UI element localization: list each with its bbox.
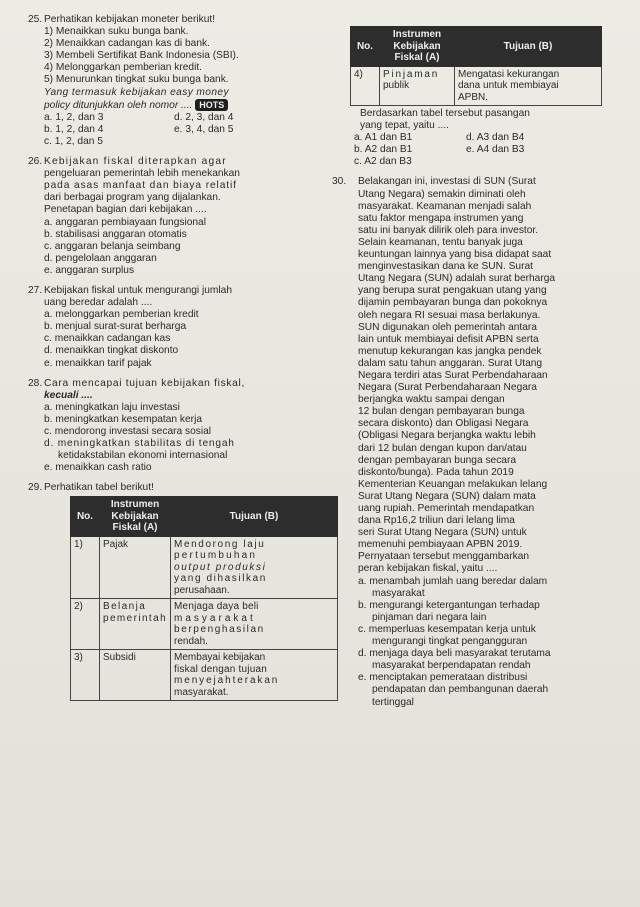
question-27 (28, 285, 326, 370)
question-text: pada asas manfaat dan biaya relatif (44, 180, 237, 192)
question-intro: Perhatikan kebijakan moneter berikut! (44, 14, 216, 25)
question-text: dijamin pembayaran bunga dan pokoknya (358, 297, 548, 309)
option-a[interactable]: a. melonggarkan pemberian kredit (44, 309, 199, 321)
question-text: satu ini banyak dilirik oleh para investor. (358, 224, 539, 236)
option-d[interactable]: d. menaikkan tingkat diskonto (44, 345, 179, 357)
option-d[interactable]: d. A3 dan B4 (466, 132, 525, 144)
question-text: dana Rp16,2 triliun dari lelang lima (358, 515, 515, 527)
row-instrument (380, 66, 455, 106)
option-c[interactable]: c. memperluas kesempatan kerja untuk (358, 623, 536, 635)
question-text: dari berbagai program yang dijalankan. (44, 192, 221, 204)
policy-table-continued (350, 26, 602, 106)
question-text: Utang Negara) semakin diminati oleh (358, 188, 526, 200)
option-e-continued: tertinggal (372, 696, 414, 708)
question-stem: Yang termasuk kebijakan easy money (44, 86, 229, 98)
question-26 (28, 156, 326, 277)
table-row (351, 66, 602, 106)
option-b[interactable]: b. A2 dan B1 (354, 144, 413, 156)
goal-line: masyarakat (174, 612, 256, 624)
goal-line: dana untuk membiayai (458, 80, 559, 91)
option-c-continued: mengurangi tingkat pengangguran (372, 636, 528, 648)
option-list (358, 576, 624, 709)
row-instrument: Belanja pemerintah (100, 599, 171, 650)
question-text: Utang Negara (SUN) adalah surat berharga (358, 273, 556, 285)
question-text: satu faktor mengapa instrumen yang (358, 212, 524, 224)
table-header-instrument: Instrumen Kebijakan Fiskal (A) (380, 27, 455, 67)
list-item: 4) Melonggarkan pemberian kredit. (44, 62, 202, 74)
question-text: Pernyataan tersebut menggambarkan (358, 551, 530, 563)
option-d[interactable]: d. 2, 3, dan 4 (174, 111, 234, 123)
question-30 (332, 176, 624, 708)
option-a[interactable]: a. 1, 2, dan 3 (44, 111, 104, 123)
question-text: dari 12 bulan dengan kupon dan/atau (358, 442, 527, 454)
question-number: 28. (28, 377, 43, 389)
option-d-continued: masyarakat berpendapatan rendah (372, 660, 531, 672)
question-body (358, 189, 624, 576)
row-goal (171, 536, 338, 599)
question-text: menginvestasikan dana ke SUN. Surat (358, 261, 533, 273)
table-row (71, 599, 338, 650)
question-text: Negara (Surat Perbendaharaan Negara (358, 382, 537, 394)
question-text: Selain keamanan, tentu banyak juga (358, 236, 523, 248)
list-item: 3) Membeli Sertifikat Bank Indonesia (SBI). (44, 50, 239, 62)
goal-line: fiskal dengan tujuan (174, 663, 267, 675)
question-text: Penetapan bagian dari kebijakan .... (44, 204, 207, 216)
option-c[interactable]: c. mendorong investasi secara sosial (44, 426, 212, 437)
question-text: 12 bulan dengan pembayaran bunga (358, 406, 525, 418)
goal-line: perusahaan. (174, 584, 230, 596)
row-goal (455, 66, 602, 106)
goal-line: Membayai kebijakan (174, 652, 266, 664)
question-text: Cara mencapai tujuan kebijakan fiskal, (44, 377, 246, 389)
question-text: masyarakat. Keamanan menjadi salah (358, 200, 532, 212)
row-no: 4) (351, 66, 380, 106)
option-e[interactable]: e. A4 dan B3 (466, 144, 525, 156)
option-a-continued: masyarakat (372, 587, 425, 599)
question-text: keuntungan lainnya yang bisa didapat saat (358, 249, 552, 261)
row-no: 1) (71, 536, 100, 599)
goal-line: Mendorong laju (174, 538, 266, 550)
table-row (71, 650, 338, 701)
question-text: kecuali .... (44, 389, 93, 401)
option-e[interactable]: e. menaikkan cash ratio (44, 462, 152, 474)
question-text: seri Surat Utang Negara (SUN) untuk (358, 527, 527, 539)
option-d[interactable]: d. pengelolaan anggaran (44, 252, 157, 264)
goal-line: Mengatasi kekurangan (458, 68, 560, 80)
question-text: pengeluaran pemerintah lebih menekankan (44, 168, 240, 180)
option-c[interactable]: c. anggaran belanja seimbang (44, 240, 181, 252)
question-text: Berdasarkan tabel tersebut pasangan (360, 108, 530, 119)
row-no: 2) (71, 599, 100, 650)
option-b-continued: pinjaman dari negara lain (372, 611, 487, 623)
question-text: lain untuk membiayai defisit APBN serta (358, 333, 539, 345)
table-header-goal: Tujuan (B) (455, 27, 602, 67)
option-d-continued: ketidakstabilan ekonomi internasional (58, 450, 228, 462)
question-29-continued (332, 108, 624, 168)
question-text: oleh negara RI sesuai masa berlakunya. (358, 309, 541, 321)
goal-line: rendah. (174, 635, 208, 647)
instrument-line: publik (383, 80, 410, 91)
question-text: Kebijakan fiskal untuk mengurangi jumlah (44, 284, 233, 296)
goal-line: output produksi (174, 561, 267, 573)
table-header-no: No. (351, 27, 380, 67)
option-d[interactable]: d. meningkatkan stabilitas di tengah (44, 438, 235, 450)
question-stem-text: policy ditunjukkan oleh nomor .... (44, 99, 193, 111)
policy-table (70, 496, 338, 701)
question-number: 26. (28, 156, 43, 168)
question-text: dengan pembayaran bunga secara (358, 454, 517, 466)
question-text: Surat Utang Negara (SUN) dalam mata (358, 490, 536, 502)
question-25 (28, 14, 326, 148)
question-text: menutup kekurangan kas jangka pendek (358, 345, 542, 357)
option-a[interactable]: a. A1 dan B1 (354, 132, 413, 144)
question-text: dalam satu tahun anggaran. Surat Utang (358, 357, 543, 369)
row-no: 3) (71, 650, 100, 701)
row-goal (171, 599, 338, 650)
option-b[interactable]: b. 1, 2, dan 4 (44, 123, 104, 135)
option-e[interactable]: e. menaikkan tarif pajak (44, 357, 152, 369)
question-stem (44, 99, 326, 112)
question-28 (28, 378, 326, 475)
question-text: uang beredar adalah .... (44, 297, 153, 309)
left-column (28, 14, 326, 701)
list-item: 1) Menaikkan suku bunga bank. (44, 26, 189, 38)
goal-line: pertumbuhan (174, 550, 258, 562)
question-text: (Obligasi Negara berjangka waktu lebih (358, 430, 536, 442)
question-29 (28, 482, 326, 701)
option-b[interactable]: b. meningkatkan kesempatan kerja (44, 413, 202, 425)
question-number: 25. (28, 14, 43, 25)
row-instrument: Subsidi (100, 650, 171, 701)
option-e[interactable]: e. anggaran surplus (44, 264, 135, 276)
table-header-no: No. (71, 497, 100, 537)
right-column (332, 26, 624, 717)
question-text: Belakangan ini, investasi di SUN (Surat (358, 176, 536, 188)
question-text: Kementerian Keuangan melakukan lelang (358, 478, 548, 490)
goal-line: yang dihasilkan (174, 573, 267, 585)
question-text: Negara terdiri atas Surat Perbendaharaan (358, 369, 548, 381)
option-e[interactable]: e. menciptakan pemerataan distribusi (358, 672, 528, 684)
question-number: 29. (28, 482, 43, 494)
list-item: 5) Menurunkan tingkat suku bunga bank. (44, 74, 229, 86)
option-b[interactable]: b. menjual surat-surat berharga (44, 321, 187, 333)
option-a[interactable]: a. menambah jumlah uang beredar dalam (358, 575, 548, 587)
question-number: 30. (332, 176, 347, 188)
option-c[interactable]: c. menaikkan cadangan kas (44, 333, 171, 345)
table-row (71, 536, 338, 599)
question-text: yang tepat, yaitu .... (360, 120, 449, 132)
goal-line: APBN. (458, 91, 489, 103)
option-e-continued: pendapatan dan pembangunan daerah (372, 684, 549, 696)
hots-badge: HOTS (195, 99, 228, 111)
question-text: uang rupiah. Pemerintah mendapatkan (358, 503, 535, 514)
question-text: Kebijakan fiskal diterapkan agar (44, 156, 227, 168)
question-text: diskonto/bunga). Pada tahun 2019 (358, 466, 514, 478)
table-header-goal: Tujuan (B) (171, 497, 338, 537)
question-text: peran kebijakan fiskal, yaitu .... (358, 563, 498, 575)
list-item: 2) Menaikkan cadangan kas di bank. (44, 38, 210, 50)
row-instrument: Pajak (100, 536, 171, 599)
question-text: berjangka waktu sampai dengan (358, 394, 505, 406)
question-intro: Perhatikan tabel berikut! (44, 482, 154, 494)
option-a[interactable]: a. meningkatkan laju investasi (44, 401, 180, 413)
row-goal (171, 650, 338, 701)
option-b[interactable]: b. mengurangi ketergantungan terhadap (358, 599, 540, 611)
option-e[interactable]: e. 3, 4, dan 5 (174, 123, 234, 135)
goal-line: menyejahterakan (174, 675, 280, 687)
question-text: memenuhi pembiayaan APBN 2019. (358, 539, 523, 551)
table-header-instrument: Instrumen Kebijakan Fiskal (A) (100, 497, 171, 537)
option-c[interactable]: c. A2 dan B3 (354, 156, 412, 168)
goal-line: Menjaga daya beli (174, 601, 259, 613)
question-number: 27. (28, 284, 43, 296)
option-c[interactable]: c. 1, 2, dan 5 (44, 135, 103, 147)
goal-line: masyarakat. (174, 686, 229, 698)
option-a[interactable]: a. anggaran pembiayaan fungsional (44, 216, 206, 228)
option-d[interactable]: d. menjaga daya beli masyarakat terutama (358, 648, 551, 660)
instrument-line: Pinjaman (383, 68, 440, 80)
goal-line: berpenghasilan (174, 624, 265, 636)
question-text: secara diskonto) dan Obligasi Negara (358, 418, 529, 430)
question-text: yang berupa surat pengakuan utang yang (358, 285, 547, 297)
option-b[interactable]: b. stabilisasi anggaran otomatis (44, 228, 187, 240)
question-text: SUN digunakan oleh pemerintah antara (358, 321, 537, 333)
